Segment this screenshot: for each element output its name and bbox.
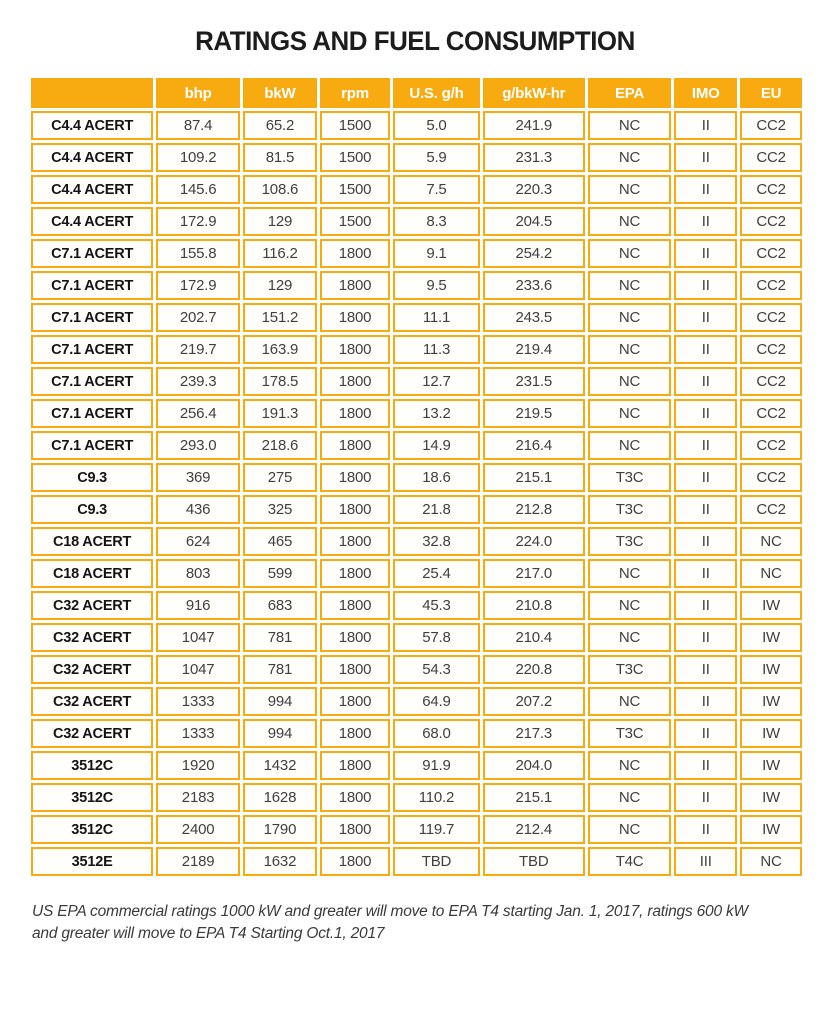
value-cell: 178.5 [243,367,317,396]
value-cell: CC2 [740,463,802,492]
value-cell: 5.0 [393,111,480,140]
value-cell: 1047 [156,655,240,684]
value-cell: 1800 [320,687,390,716]
value-cell: II [674,431,737,460]
table-row [31,719,802,748]
value-cell: 254.2 [483,239,585,268]
value-cell: 217.3 [483,719,585,748]
table-row [31,655,802,684]
value-cell: 202.7 [156,303,240,332]
value-cell: II [674,207,737,236]
value-cell: TBD [483,847,585,876]
value-cell: NC [588,239,672,268]
value-cell: NC [588,303,672,332]
value-cell: CC2 [740,367,802,396]
model-cell: C7.1 ACERT [31,303,153,332]
value-cell: 325 [243,495,317,524]
value-cell: 219.4 [483,335,585,364]
value-cell: 217.0 [483,559,585,588]
value-cell: 994 [243,687,317,716]
value-cell: CC2 [740,207,802,236]
model-cell: C4.4 ACERT [31,207,153,236]
value-cell: 293.0 [156,431,240,460]
value-cell: 1800 [320,335,390,364]
table-row [31,559,802,588]
column-header-epa: EPA [588,78,672,108]
value-cell: 129 [243,207,317,236]
footnote [32,901,752,946]
value-cell: 224.0 [483,527,585,556]
table-row [31,463,802,492]
value-cell: 65.2 [243,111,317,140]
ratings-table [28,75,805,879]
value-cell: 624 [156,527,240,556]
value-cell: 215.1 [483,783,585,812]
value-cell: 57.8 [393,623,480,652]
value-cell: II [674,463,737,492]
table-row [31,111,802,140]
value-cell: IW [740,623,802,652]
value-cell: CC2 [740,239,802,268]
value-cell: 14.9 [393,431,480,460]
value-cell: III [674,847,737,876]
value-cell: II [674,815,737,844]
value-cell: IW [740,719,802,748]
value-cell: NC [588,431,672,460]
table-row [31,495,802,524]
page-title: RATINGS AND FUEL CONSUMPTION [195,26,635,56]
table-row [31,847,802,876]
value-cell: 1800 [320,847,390,876]
value-cell: 256.4 [156,399,240,428]
value-cell: 110.2 [393,783,480,812]
value-cell: 210.8 [483,591,585,620]
value-cell: 1500 [320,175,390,204]
table-row [31,143,802,172]
model-cell: C7.1 ACERT [31,431,153,460]
column-header-bhp: bhp [156,78,240,108]
value-cell: II [674,623,737,652]
value-cell: IW [740,687,802,716]
value-cell: 1800 [320,623,390,652]
value-cell: II [674,303,737,332]
value-cell: 13.2 [393,399,480,428]
value-cell: II [674,751,737,780]
value-cell: T3C [588,527,672,556]
value-cell: 81.5 [243,143,317,172]
value-cell: 2183 [156,783,240,812]
model-cell: C7.1 ACERT [31,239,153,268]
model-cell: 3512C [31,815,153,844]
value-cell: 1800 [320,559,390,588]
value-cell: NC [588,687,672,716]
value-cell: 21.8 [393,495,480,524]
value-cell: CC2 [740,175,802,204]
value-cell: 599 [243,559,317,588]
value-cell: 916 [156,591,240,620]
value-cell: TBD [393,847,480,876]
value-cell: 1920 [156,751,240,780]
value-cell: 219.5 [483,399,585,428]
value-cell: CC2 [740,335,802,364]
column-header-g-bkw-hr: g/bkW-hr [483,78,585,108]
value-cell: 172.9 [156,271,240,300]
value-cell: NC [588,751,672,780]
value-cell: T3C [588,463,672,492]
value-cell: 218.6 [243,431,317,460]
table-row [31,751,802,780]
value-cell: 215.1 [483,463,585,492]
value-cell: 1800 [320,655,390,684]
value-cell: 1333 [156,719,240,748]
value-cell: 436 [156,495,240,524]
value-cell: 8.3 [393,207,480,236]
value-cell: IW [740,783,802,812]
ratings-table-body [31,111,802,876]
value-cell: 243.5 [483,303,585,332]
value-cell: II [674,239,737,268]
value-cell: 2400 [156,815,240,844]
value-cell: 2189 [156,847,240,876]
value-cell: NC [588,207,672,236]
model-cell: C32 ACERT [31,655,153,684]
value-cell: 1500 [320,111,390,140]
value-cell: 172.9 [156,207,240,236]
value-cell: IW [740,751,802,780]
value-cell: 212.4 [483,815,585,844]
value-cell: II [674,655,737,684]
value-cell: T3C [588,655,672,684]
model-cell: C4.4 ACERT [31,143,153,172]
value-cell: 64.9 [393,687,480,716]
value-cell: 1800 [320,719,390,748]
value-cell: NC [588,399,672,428]
value-cell: 151.2 [243,303,317,332]
value-cell: 11.3 [393,335,480,364]
value-cell: 116.2 [243,239,317,268]
value-cell: II [674,399,737,428]
value-cell: 163.9 [243,335,317,364]
value-cell: 1800 [320,495,390,524]
value-cell: NC [588,623,672,652]
value-cell: 1800 [320,815,390,844]
value-cell: 1632 [243,847,317,876]
value-cell: NC [588,815,672,844]
value-cell: NC [588,367,672,396]
value-cell: 32.8 [393,527,480,556]
value-cell: 129 [243,271,317,300]
value-cell: 18.6 [393,463,480,492]
table-row [31,431,802,460]
value-cell: II [674,719,737,748]
value-cell: CC2 [740,303,802,332]
value-cell: NC [588,559,672,588]
value-cell: 1800 [320,751,390,780]
column-header-model [31,78,153,108]
value-cell: 1800 [320,367,390,396]
value-cell: 210.4 [483,623,585,652]
value-cell: 683 [243,591,317,620]
value-cell: II [674,367,737,396]
value-cell: 108.6 [243,175,317,204]
model-cell: C9.3 [31,495,153,524]
model-cell: C4.4 ACERT [31,175,153,204]
value-cell: 45.3 [393,591,480,620]
value-cell: 91.9 [393,751,480,780]
value-cell: 191.3 [243,399,317,428]
value-cell: 219.7 [156,335,240,364]
value-cell: 155.8 [156,239,240,268]
value-cell: 1432 [243,751,317,780]
table-row [31,783,802,812]
value-cell: 781 [243,623,317,652]
column-header-imo: IMO [674,78,737,108]
value-cell: NC [740,847,802,876]
value-cell: 1800 [320,431,390,460]
value-cell: 231.3 [483,143,585,172]
value-cell: NC [588,783,672,812]
value-cell: 231.5 [483,367,585,396]
value-cell: II [674,111,737,140]
value-cell: 1800 [320,239,390,268]
value-cell: NC [588,335,672,364]
model-cell: C7.1 ACERT [31,399,153,428]
value-cell: 369 [156,463,240,492]
value-cell: 803 [156,559,240,588]
table-row [31,591,802,620]
value-cell: NC [588,143,672,172]
value-cell: 5.9 [393,143,480,172]
model-cell: C32 ACERT [31,591,153,620]
value-cell: 145.6 [156,175,240,204]
value-cell: 220.8 [483,655,585,684]
value-cell: 1500 [320,207,390,236]
value-cell: 994 [243,719,317,748]
value-cell: NC [588,175,672,204]
table-row [31,303,802,332]
value-cell: 241.9 [483,111,585,140]
model-cell: C7.1 ACERT [31,335,153,364]
model-cell: C32 ACERT [31,623,153,652]
value-cell: 212.8 [483,495,585,524]
model-cell: C18 ACERT [31,527,153,556]
value-cell: IW [740,815,802,844]
value-cell: II [674,143,737,172]
ratings-table-head-row [31,78,802,108]
table-row [31,623,802,652]
model-cell: C4.4 ACERT [31,111,153,140]
value-cell: II [674,335,737,364]
table-row [31,335,802,364]
table-row [31,367,802,396]
value-cell: 11.1 [393,303,480,332]
value-cell: II [674,271,737,300]
value-cell: II [674,591,737,620]
model-cell: C32 ACERT [31,687,153,716]
column-header-u-s-g-h: U.S. g/h [393,78,480,108]
table-row [31,815,802,844]
value-cell: II [674,687,737,716]
value-cell: II [674,495,737,524]
value-cell: 204.0 [483,751,585,780]
value-cell: CC2 [740,143,802,172]
value-cell: 1800 [320,399,390,428]
value-cell: 9.5 [393,271,480,300]
value-cell: 216.4 [483,431,585,460]
value-cell: IW [740,655,802,684]
value-cell: 12.7 [393,367,480,396]
value-cell: NC [588,591,672,620]
value-cell: 119.7 [393,815,480,844]
value-cell: 465 [243,527,317,556]
value-cell: 1800 [320,591,390,620]
value-cell: 1800 [320,527,390,556]
table-row [31,175,802,204]
value-cell: 233.6 [483,271,585,300]
value-cell: 109.2 [156,143,240,172]
value-cell: 1800 [320,783,390,812]
model-cell: C7.1 ACERT [31,271,153,300]
value-cell: T3C [588,495,672,524]
value-cell: IW [740,591,802,620]
value-cell: 1628 [243,783,317,812]
value-cell: 1800 [320,463,390,492]
value-cell: II [674,783,737,812]
value-cell: 25.4 [393,559,480,588]
table-row [31,399,802,428]
column-header-bkw: bkW [243,78,317,108]
value-cell: CC2 [740,495,802,524]
model-cell: C32 ACERT [31,719,153,748]
table-row [31,271,802,300]
value-cell: 1800 [320,271,390,300]
value-cell: 781 [243,655,317,684]
value-cell: II [674,175,737,204]
value-cell: NC [588,271,672,300]
ratings-table-container [28,75,805,879]
value-cell: T4C [588,847,672,876]
value-cell: CC2 [740,271,802,300]
value-cell: 9.1 [393,239,480,268]
model-cell: C7.1 ACERT [31,367,153,396]
value-cell: CC2 [740,399,802,428]
value-cell: 207.2 [483,687,585,716]
table-row [31,527,802,556]
model-cell: C9.3 [31,463,153,492]
value-cell: T3C [588,719,672,748]
table-row [31,207,802,236]
value-cell: 1500 [320,143,390,172]
value-cell: CC2 [740,431,802,460]
value-cell: 1333 [156,687,240,716]
value-cell: 220.3 [483,175,585,204]
value-cell: 1047 [156,623,240,652]
value-cell: II [674,559,737,588]
value-cell: II [674,527,737,556]
value-cell: 87.4 [156,111,240,140]
model-cell: 3512C [31,751,153,780]
value-cell: 239.3 [156,367,240,396]
table-row [31,687,802,716]
column-header-eu: EU [740,78,802,108]
value-cell: 1790 [243,815,317,844]
value-cell: 204.5 [483,207,585,236]
value-cell: CC2 [740,111,802,140]
value-cell: 7.5 [393,175,480,204]
value-cell: NC [740,527,802,556]
footnote-line-1: US EPA commercial ratings 1000 kW and greater will move to EPA T4 starting Jan. 1, 2017, ratings [32,903,693,920]
table-row [31,239,802,268]
value-cell: 275 [243,463,317,492]
value-cell: NC [740,559,802,588]
value-cell: 68.0 [393,719,480,748]
footnote-line-2: 600 kW and greater will move to EPA T4 Starting Oct.1, 2017 [32,903,748,943]
column-header-rpm: rpm [320,78,390,108]
model-cell: 3512C [31,783,153,812]
value-cell: 1800 [320,303,390,332]
model-cell: 3512E [31,847,153,876]
value-cell: NC [588,111,672,140]
value-cell: 54.3 [393,655,480,684]
model-cell: C18 ACERT [31,559,153,588]
